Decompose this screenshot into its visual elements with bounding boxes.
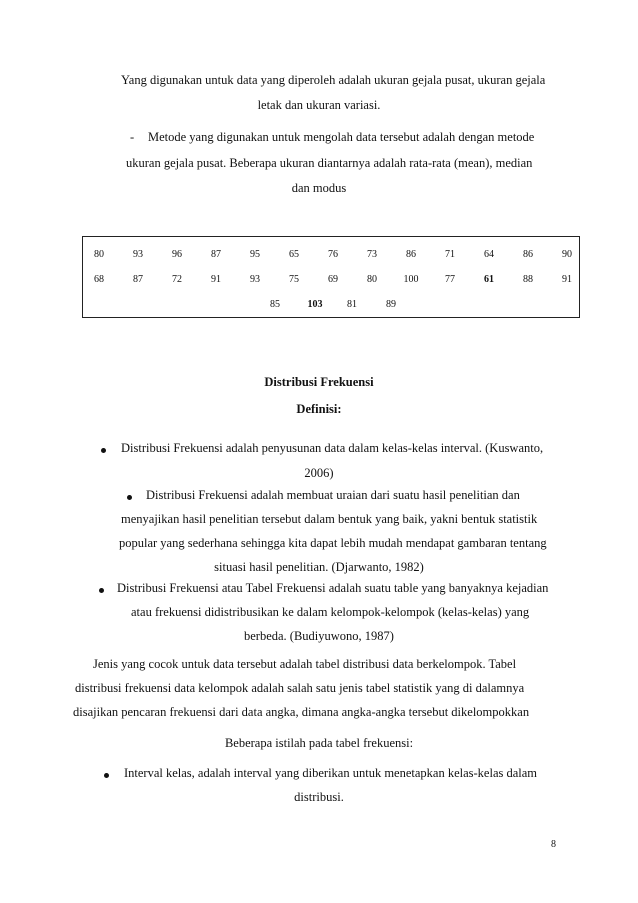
data-value: 61 (484, 274, 494, 285)
data-value: 77 (445, 274, 455, 285)
data-value: 71 (445, 249, 455, 260)
bullet-1-line-1: Distribusi Frekuensi adalah penyusunan data dalam kelas-kelas interval. (Kuswanto, (121, 441, 544, 455)
data-value: 87 (133, 274, 143, 285)
data-value: 87 (211, 249, 221, 260)
data-value: 86 (406, 249, 416, 260)
data-value: 93 (250, 274, 260, 285)
bullet-2-line-3: popular yang sederhana sehingga kita dapat lebih mudah mendapat gambaran tentang (119, 536, 547, 550)
intro-line-3: Metode yang digunakan untuk mengolah data tersebut adalah dengan metode (148, 130, 535, 144)
section-title: Distribusi Frekuensi (264, 375, 374, 389)
data-value: 68 (94, 274, 104, 285)
data-value: 65 (289, 249, 299, 260)
data-value: 89 (386, 299, 396, 310)
page-number: 8 (551, 839, 556, 850)
intro-line-1: Yang digunakan untuk data yang diperoleh adalah ukuran gejala pusat, ukuran gejala (121, 73, 546, 87)
data-value: 86 (523, 249, 533, 260)
data-value: 75 (289, 274, 299, 285)
data-value: 72 (172, 274, 182, 285)
data-value: 73 (367, 249, 377, 260)
bullet-3-line-1: Distribusi Frekuensi atau Tabel Frekuensi adalah suatu table yang banyaknya kejadian (117, 581, 549, 595)
data-value: 96 (172, 249, 182, 260)
intro-dash: - (130, 130, 135, 144)
data-value: 85 (270, 299, 280, 310)
data-box (82, 236, 580, 318)
intro-line-2: letak dan ukuran variasi. (257, 98, 381, 112)
data-value: 81 (347, 299, 357, 310)
data-value: 100 (403, 274, 419, 285)
definisi-heading: Definisi: (296, 402, 342, 416)
data-value: 76 (328, 249, 338, 260)
bullet-icon (127, 495, 132, 500)
data-value: 80 (367, 274, 377, 285)
data-value: 91 (562, 274, 572, 285)
data-value: 95 (250, 249, 260, 260)
data-value: 90 (562, 249, 572, 260)
term-1-line-1: Interval kelas, adalah interval yang diberikan untuk menetapkan kelas-kelas dalam (124, 766, 538, 780)
bullet-3-line-3: berbeda. (Budiyuwono, 1987) (244, 629, 394, 643)
paragraph-line-4: Beberapa istilah pada tabel frekuensi: (224, 736, 414, 750)
data-value: 91 (211, 274, 221, 285)
bullet-icon (101, 448, 106, 453)
bullet-1-line-2: 2006) (304, 466, 334, 480)
data-value: 103 (307, 299, 323, 310)
paragraph-line-3: disajikan pencaran frekuensi dari data angka, dimana angka-angka tersebut dikelompokkan (73, 705, 530, 719)
bullet-2-line-4: situasi hasil penelitian. (Djarwanto, 1982) (214, 560, 424, 574)
data-value: 64 (484, 249, 494, 260)
bullet-3-line-2: atau frekuensi didistribusikan ke dalam kelompok-kelompok (kelas-kelas) yang (131, 605, 530, 619)
paragraph-line-2: distribusi frekuensi data kelompok adalah salah satu jenis tabel statistik yang di dalamnya (75, 681, 525, 695)
bullet-icon (104, 773, 109, 778)
intro-line-4: ukuran gejala pusat. Beberapa ukuran diantarnya adalah rata-rata (mean), median (126, 156, 533, 170)
data-value: 93 (133, 249, 143, 260)
intro-line-5: dan modus (291, 181, 347, 195)
paragraph-line-1: Jenis yang cocok untuk data tersebut adalah tabel distribusi data berkelompok. Tabel (93, 657, 517, 671)
term-1-line-2: distribusi. (294, 790, 344, 804)
data-value: 80 (94, 249, 104, 260)
data-value: 69 (328, 274, 338, 285)
bullet-2-line-1: Distribusi Frekuensi adalah membuat uraian dari suatu hasil penelitian dan (146, 488, 520, 502)
data-value: 88 (523, 274, 533, 285)
bullet-icon (99, 588, 104, 593)
bullet-2-line-2: menyajikan hasil penelitian tersebut dalam bentuk yang baik, yakni bentuk statistik (121, 512, 538, 526)
